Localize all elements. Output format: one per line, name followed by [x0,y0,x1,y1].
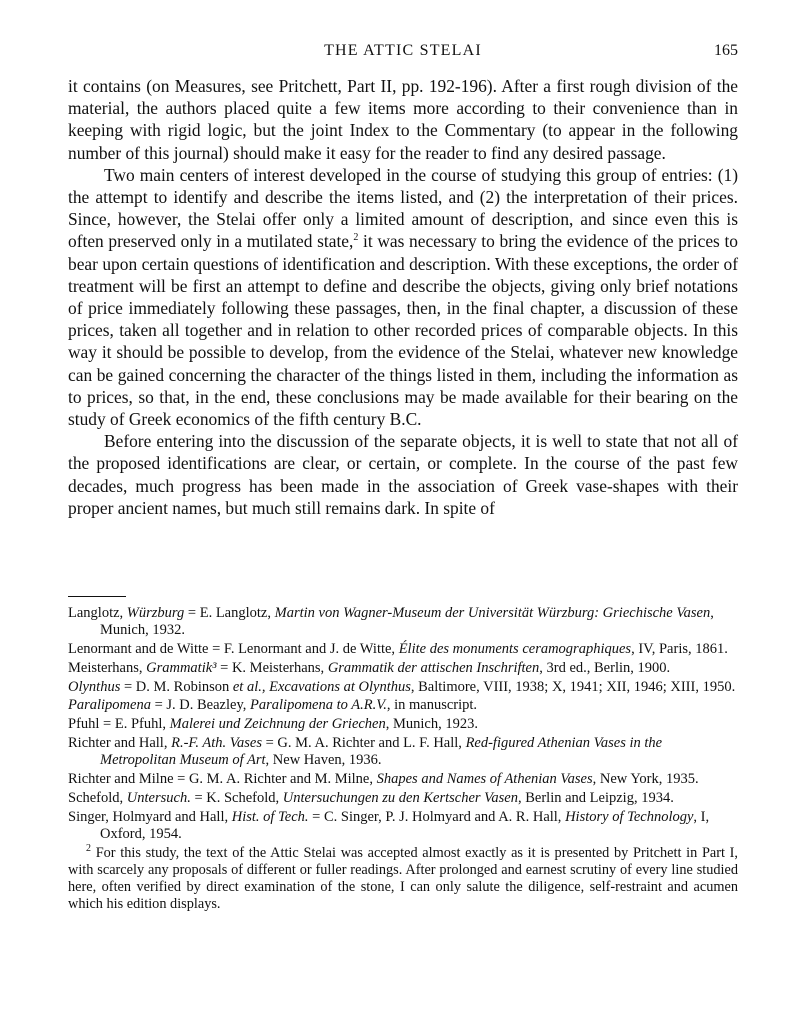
abbreviation-entry [68,697,738,714]
abbreviation-entry [68,641,738,658]
abbreviation-eq: = F. Lenormant and J. de Witte, [208,641,399,658]
paragraph-2-text-a: Two main centers of interest developed in the course of studying this group of entries: (1) the attempt to identify and describe the items listed, and (2) the interpretation of their prices. Since, however, the Stelai offer only a limited amount of description, and since even this is often preserved only in a mutilated state, [68,164,738,252]
abbreviation-eq: = K. Schefold, [190,789,283,806]
abbreviation-ti: Malerei und Zeichnung der Griechen [169,716,386,733]
abbreviation-entry [68,679,738,696]
abbreviation-a: Schefold, [68,789,127,806]
abbreviation-eq: = J. D. Beazley, [150,697,251,714]
abbreviation-a: Meisterhans, [68,659,147,676]
footnote-marker: 2 [86,843,91,855]
abbreviation-rest: , I, Oxford, 1954. [100,808,710,843]
main-text [68,75,738,519]
abbreviation-ti: Martin von Wagner-Museum der Universität Würzburg: Griechische Vasen [274,605,711,621]
abbreviation-rest: , Munich, 1932. [100,605,714,639]
abbreviation-ti: Red-figured Athenian Vases in the Metropolitan Museum of Art [100,735,663,769]
abbreviation-rest: , Munich, 1923. [385,716,478,733]
paragraph-3: Before entering into the discussion of the separate objects, it is well to state that not all of the proposed identifications are clear, or certain, or complete. In the course of the past few decades, much progress has been made in the association of Greek vase-shapes with their proper ancient names, but much still remains dark. In spite of [68,431,738,518]
abbreviation-eq: = C. Singer, P. J. Holmyard and A. R. Hall, [308,808,566,825]
abbreviation-ai: Grammatik³ [146,659,217,676]
footnotes [68,605,738,913]
running-header [68,40,738,64]
abbreviation-ti: Untersuchungen zu den Kertscher Vasen [282,789,518,806]
abbreviation-eq: = K. Meisterhans, [216,659,328,676]
abbreviation-eq: = G. M. A. Richter and L. F. Hall, [262,735,466,752]
paragraph-2-text-b: it was necessary to bring the evidence of the prices to bear upon certain questions of identification and description. With these exceptions, the order of treatment will be first an attempt to define and describe the objects, giving only brief notations of price immediately following these passages, then, in the final chapter, a discussion of these prices, taken all together and in relation to other recorded prices of comparable objects. In this way it should be possible to develop, from the evidence of the Stelai, whatever new knowledge can be gained concerning the character of the things listed in them, including the information as to prices, so that, in the end, these conclusions may be made available for their bearing on the study of Greek economics of the fifth century [68,231,738,430]
paragraph-2 [68,164,738,430]
abbreviation-rest: , Berlin and Leipzig, 1934. [517,789,674,806]
abbreviation-ai: R.-F. Ath. Vases [171,735,262,752]
abbreviation-ai: Olynthus [68,678,121,695]
abbreviation-entry [68,605,738,640]
abbreviation-eq: = G. M. A. Richter and M. Milne, [173,771,377,788]
footnote-2 [68,845,738,913]
running-title: THE ATTIC STELAI [324,42,482,59]
paragraph-1: it contains (on Measures, see Pritchett, Part II, pp. 192-196). After a first rough division of the material, the authors placed quite a few items more according to their convenience than in keeping with rigid logic, but the joint Index to the Commentary (to appear in the following number of this journal) should make it easy for the reader to find any desired passage. [68,76,738,163]
abbreviation-ai: Paralipomena [68,697,151,714]
abbreviation-entry [68,809,738,844]
abbreviation-entry [68,716,738,733]
abbreviation-ti: History of Technology [565,808,694,825]
abbreviation-eq: = D. M. Robinson [120,678,233,695]
abbreviation-ai: Untersuch. [126,789,191,806]
abbreviation-rest: , Baltimore, VIII, 1938; X, 1941; XII, 1946; XIII, 1950. [410,678,736,695]
abbreviation-ti: Shapes and Names of Athenian Vases [376,771,593,788]
footnote-text: For this study, the text of the Attic Stelai was accepted almost exactly as it is presented by Pritchett in Part I, with scarcely any proposals of different or fuller readings. After prolonged and earnest scrutiny of every line studied here, often verified by direct examination of the stone, I can only salute the diligence, self-restraint and acumen which his edition displays. [68,844,738,912]
abbreviation-rest: , 3rd ed., Berlin, 1900. [539,659,671,676]
footnote-rule [68,596,126,597]
page-number: 165 [714,42,738,59]
abbreviation-ti: Paralipomena to A.R.V. [250,697,387,714]
era-abbreviation: B.C. [389,409,422,430]
abbreviation-rest: , New York, 1935. [592,771,699,788]
footnote-ref-2[interactable]: 2 [353,232,359,244]
abbreviation-a: Richter and Hall, [68,735,172,752]
abbreviation-a: Pfuhl [68,716,100,733]
abbreviation-a: Langlotz, [68,605,127,621]
abbreviation-entry [68,771,738,788]
abbreviation-ti: Élite des monuments ceramographiques [398,641,632,658]
abbreviation-list [68,605,738,843]
abbreviation-rest: , in manuscript. [386,697,478,714]
abbreviation-a: Singer, Holmyard and Hall, [68,808,232,825]
abbreviation-rest: , IV, Paris, 1861. [631,641,728,658]
abbreviation-entry [68,735,738,770]
abbreviation-rest: , New Haven, 1936. [265,752,382,769]
abbreviation-ai: Hist. of Tech. [231,808,309,825]
abbreviation-eq: = E. Pfuhl, [99,716,170,733]
abbreviation-entry [68,660,738,677]
abbreviation-a: Lenormant and de Witte [68,641,209,658]
abbreviation-a: Richter and Milne [68,771,174,788]
abbreviation-eq: = E. Langlotz, [184,605,275,621]
abbreviation-entry [68,790,738,807]
abbreviation-ai: Würzburg [126,605,185,621]
abbreviation-ti: et al., Excavations at Olynthus [232,678,411,695]
abbreviation-ti: Grammatik der attischen Inschriften [327,659,540,676]
